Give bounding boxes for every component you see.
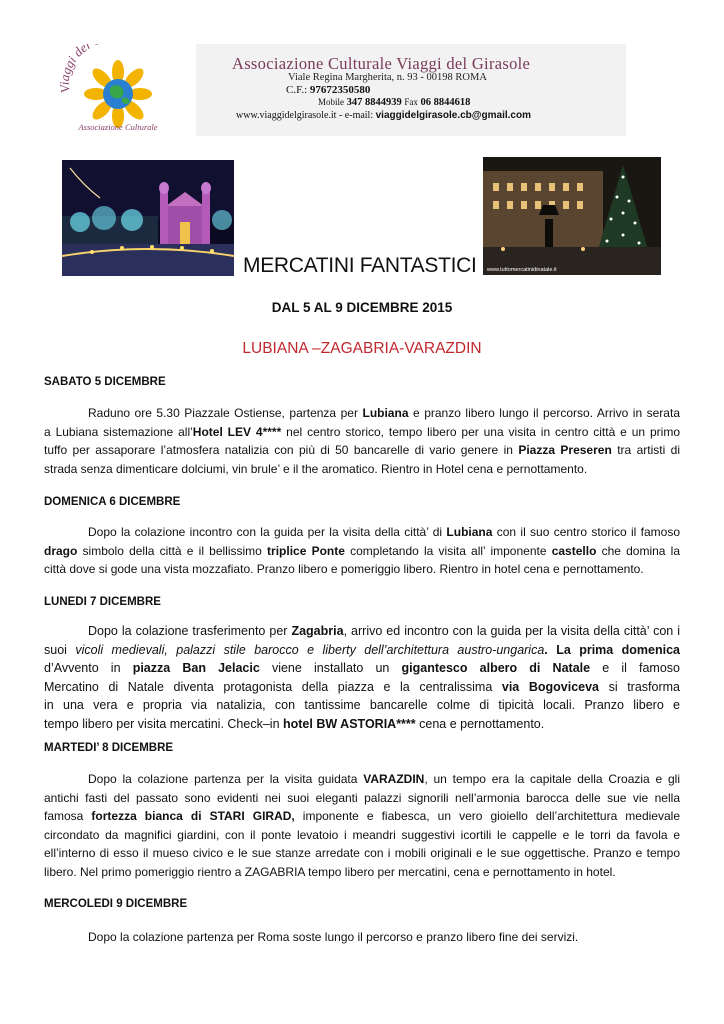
photo-ljubljana — [62, 160, 234, 276]
logo-arc-text: Viaggi del — [56, 44, 93, 94]
website-link[interactable]: www.viaggidelgirasole.it — [236, 110, 337, 121]
day-heading: SABATO 5 DICEMBRE — [44, 376, 166, 388]
org-name: Associazione Culturale Viaggi del Girasole — [232, 54, 531, 73]
day-heading: DOMENICA 6 DICEMBRE — [44, 496, 181, 508]
tax-code: C.F.: 97672350580 — [286, 84, 371, 96]
day-description: Dopo la colazione trasferimento per Zagabria, arrivo ed incontro con la guida per la visita della città’ con i suoi vicoli medievali, palazzi stile barocco e liberty dell’architettura austro-ungarica. La prima domenica d’Avvento in piazza Ban Jelacic viene installato un gigantesco albero di Natale e il famoso Mercatino di Natale diventa protagonista della piazza e la centralissima via Bogoviceva si trasforma in una vera e propria via natalizia, con tantissime bancarelle colme di tipicità locali. Pranzo libero e tempo libero per visita mercatini. Check–in hotel BW ASTORIA**** cena e pernottamento. — [44, 624, 681, 731]
day-description: Dopo la colazione partenza per la visita guidata VARAZDIN, un tempo era la capitale della Croazia e gli antichi fasti del passato sono evidenti nei suoi eleganti palazzi signorili nell’armonia barocca delle sue vie nella famosa fortezza bianca di STARI GIRAD, imponente e fiabesca, un vero gioiello dell’architettura medievale circondato da magnifici giardini, con il ponte levatoio i meandri suggestivi icortili le cappelle e le torri da favola e ell’interno di esso il mueso civico e le sue stanze arredate con i mobili originali e le sue oggettische. Pranzo e tempo libero. Nel primo pomeriggio rientro a ZAGABRIA tempo libero per mercatini, cena e pernottamento in hotel. — [44, 772, 681, 879]
web-contacts: www.viaggidelgirasole.it - e-mail: viaggidelgirasole.cb@gmail.com — [236, 110, 531, 121]
event-cities: LUBIANA –ZAGABRIA-VARAZDIN — [242, 340, 482, 357]
phone-numbers: Mobile 347 8844939 Fax 06 8844618 — [318, 97, 471, 108]
day-description: Dopo la colazione partenza per Roma soste lungo il percorso e pranzo libero fine dei servizi. — [88, 930, 579, 944]
logo-subtitle: Associazione Culturale — [78, 122, 158, 132]
photo-zagreb — [483, 157, 661, 275]
association-logo — [48, 44, 188, 136]
day-heading: LUNEDI 7 DICEMBRE — [44, 596, 161, 608]
event-title: MERCATINI FANTASTICI — [243, 254, 477, 277]
letterhead — [196, 44, 626, 136]
day-description: Raduno ore 5.30 Piazzale Ostiense, partenza per Lubiana e pranzo libero lungo il percorso. Arrivo in serata a Lubiana sistemazione all’Hotel LEV 4**** nel centro storico, tempo libero per una visita in centro città e un primo tuffo per assaporare l’atmosfera natalizia con più di 50 bancarelle di vario genere in Piazza Preseren tra artisti di strada senza dimenticare dolciumi, vin brule’ e il the aromatico. Rientro in Hotel cena e pernottamento. — [44, 406, 681, 476]
email-link[interactable]: viaggidelgirasole.cb@gmail.com — [375, 110, 531, 121]
event-dates: DAL 5 AL 9 DICEMBRE 2015 — [271, 300, 453, 315]
day-description: Dopo la colazione incontro con la guida per la visita della città’ di Lubiana con il suo centro storico il famoso drago simbolo della città e il bellissimo triplice Ponte completando la visita all’ imponente castello che domina la città dove si gode una vista mozzafiato. Pranzo libero e pomeriggio libero. Rientro in hotel cena e pernottamento. — [44, 525, 681, 576]
org-address: Viale Regina Margherita, n. 93 - 00198 ROMA — [288, 72, 487, 83]
photo-credit: www.tuttomercatinidinatale.it — [487, 267, 557, 273]
day-heading: MARTEDI’ 8 DICEMBRE — [44, 742, 174, 754]
day-heading: MERCOLEDI 9 DICEMBRE — [44, 898, 188, 910]
